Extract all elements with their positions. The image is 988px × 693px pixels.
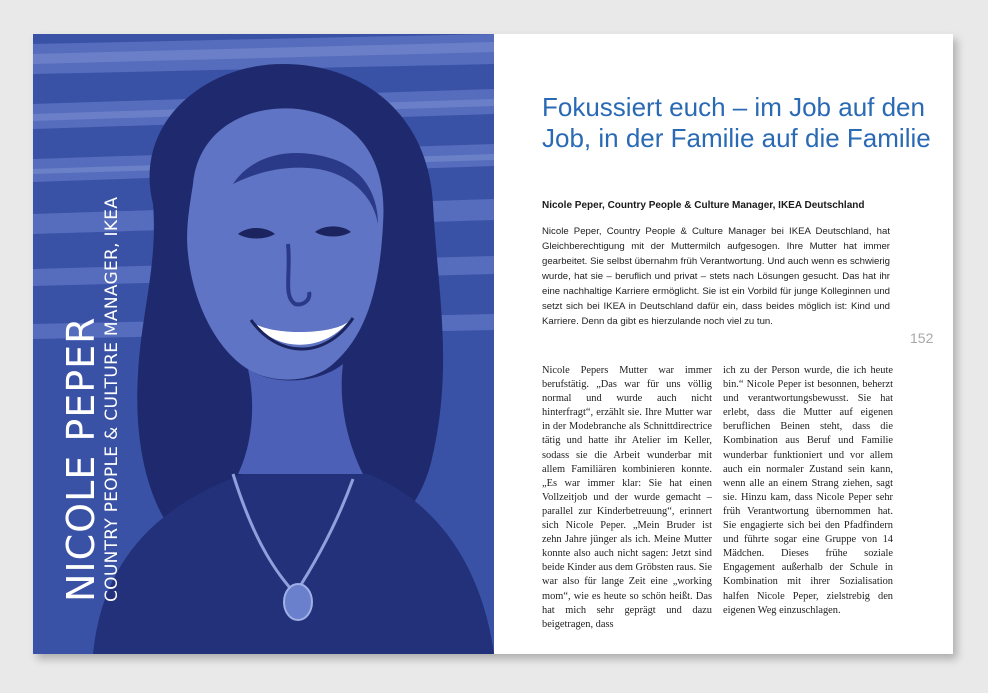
article-lead: Nicole Peper, Country People & Culture Manager bei IKEA Deutschland, hat Gleichberechtigung mit der Muttermilch aufgesogen. Ihre Mutter hat immer gearbeitet. Sie selbst übernahm früh Verantwortung. Und auch wenn es schwierig wurde, hat sie – beruflich und privat – stets nach Lösungen gesucht. Das hat ihr eine nachhaltige Karriere ermöglicht. Sie ist ein Vorbild für junge Kolleginnen und setzt sich bei IKEA in Deutschland dafür ein, dass beides möglich ist: Kind und Karriere. Denn da gibt es hierzulande noch viel zu tun. bbox=[542, 226, 890, 327]
article-subhead: Nicole Peper, Country People & Culture Manager, IKEA Deutschland bbox=[542, 200, 865, 211]
book-spread bbox=[33, 34, 953, 654]
body-column-2: ich zu der Person wurde, die ich heute bin.“ Nicole Peper ist besonnen, beherzt und verantwortungsbewusst. Sie hat erlebt, dass die Mutter auf eigenen beruflichen Beinen steht, dass die Kombination aus Beruf und Familie wunderbar funktioniert und vor allem auch ein normaler Zustand sein kann, wenn alle an einem Strang ziehen, sagt sie. Hinzu kam, dass Nicole Peper sehr früh Verantwortung übernommen hat. Sie engagierte sich bei den Pfadfindern und führte sogar eine Gruppe von 14 Mädchen. Dieses frühe soziale Engagement außerhalb der Schule in Kombination mit ihrer Sozialisation halfen Nicole Peper, zielstrebig den eigenen Weg einzuschlagen. bbox=[723, 365, 893, 616]
person-name: NICOLE PEPER bbox=[59, 316, 103, 602]
body-column-1: Nicole Pepers Mutter war immer berufstätig. „Das war für uns völlig normal und wurde auch nicht hinterfragt“, erzählt sie. Ihre Mutter war in der Modebranche als Schnittdirectrice tätig und hatte ihr Atelier im Keller, sodass sie die Arbeit wunderbar mit allem Familiären kombinieren konnte. „Es war immer klar: Sie hat einen Vollzeitjob und der wurde gemacht – parallel zur Kinderbetreuung“, erinnert sich Nicole Peper. „Mein Bruder ist zehn Jahre jünger als ich. Meine Mutter konnte also auch nicht sagen: Jetzt sind beide Kinder aus dem Gröbsten raus. Sie war also für lange Zeit eine „working mom“, wie es heute so schön heißt. Das hat mich sehr geprägt und dazu beigetragen, dass bbox=[542, 365, 712, 630]
article-page bbox=[494, 34, 953, 654]
article-headline: Fokussiert euch – im Job auf den Job, in der Familie auf die Familie bbox=[542, 92, 931, 153]
vertical-caption bbox=[60, 197, 122, 602]
page-number: 152 bbox=[910, 330, 934, 346]
portrait-page bbox=[33, 34, 494, 654]
person-role: COUNTRY PEOPLE & CULTURE MANAGER, IKEA bbox=[102, 196, 122, 602]
